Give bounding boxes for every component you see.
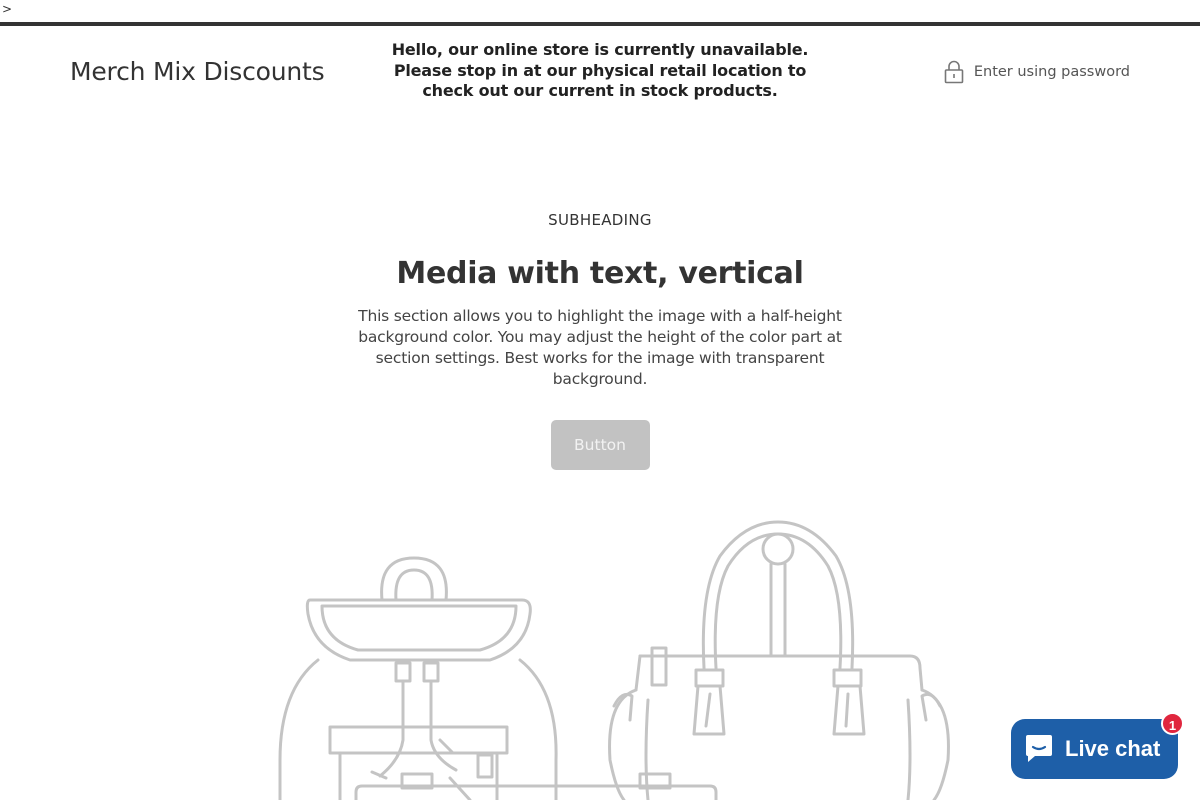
enter-password-label: Enter using password	[973, 64, 1130, 80]
chat-notification-badge: 1	[1161, 712, 1184, 735]
section-button[interactable]: Button	[551, 420, 650, 470]
site-header	[0, 26, 1200, 116]
media-with-text-section	[0, 210, 1200, 470]
section-subheading: SUBHEADING	[548, 211, 652, 229]
enter-password-link[interactable]	[944, 60, 1130, 84]
section-description: This section allows you to highlight the image with a half-height background color. You may adjust the height of the color part at section settings. Best works for the image with transparent background.	[358, 307, 842, 388]
store-notice: Hello, our online store is currently unavailable. Please stop in at our physical retail location to check out our current in stock products.	[391, 40, 809, 100]
live-chat-button[interactable]	[1011, 719, 1178, 779]
section-title: Media with text, vertical	[396, 256, 804, 291]
live-chat-label: Live chat	[1065, 736, 1161, 761]
stray-glyph: >	[2, 2, 13, 16]
store-name[interactable]: Merch Mix Discounts	[70, 57, 325, 86]
lock-icon	[944, 60, 964, 84]
chat-bubble-icon	[1023, 734, 1055, 764]
